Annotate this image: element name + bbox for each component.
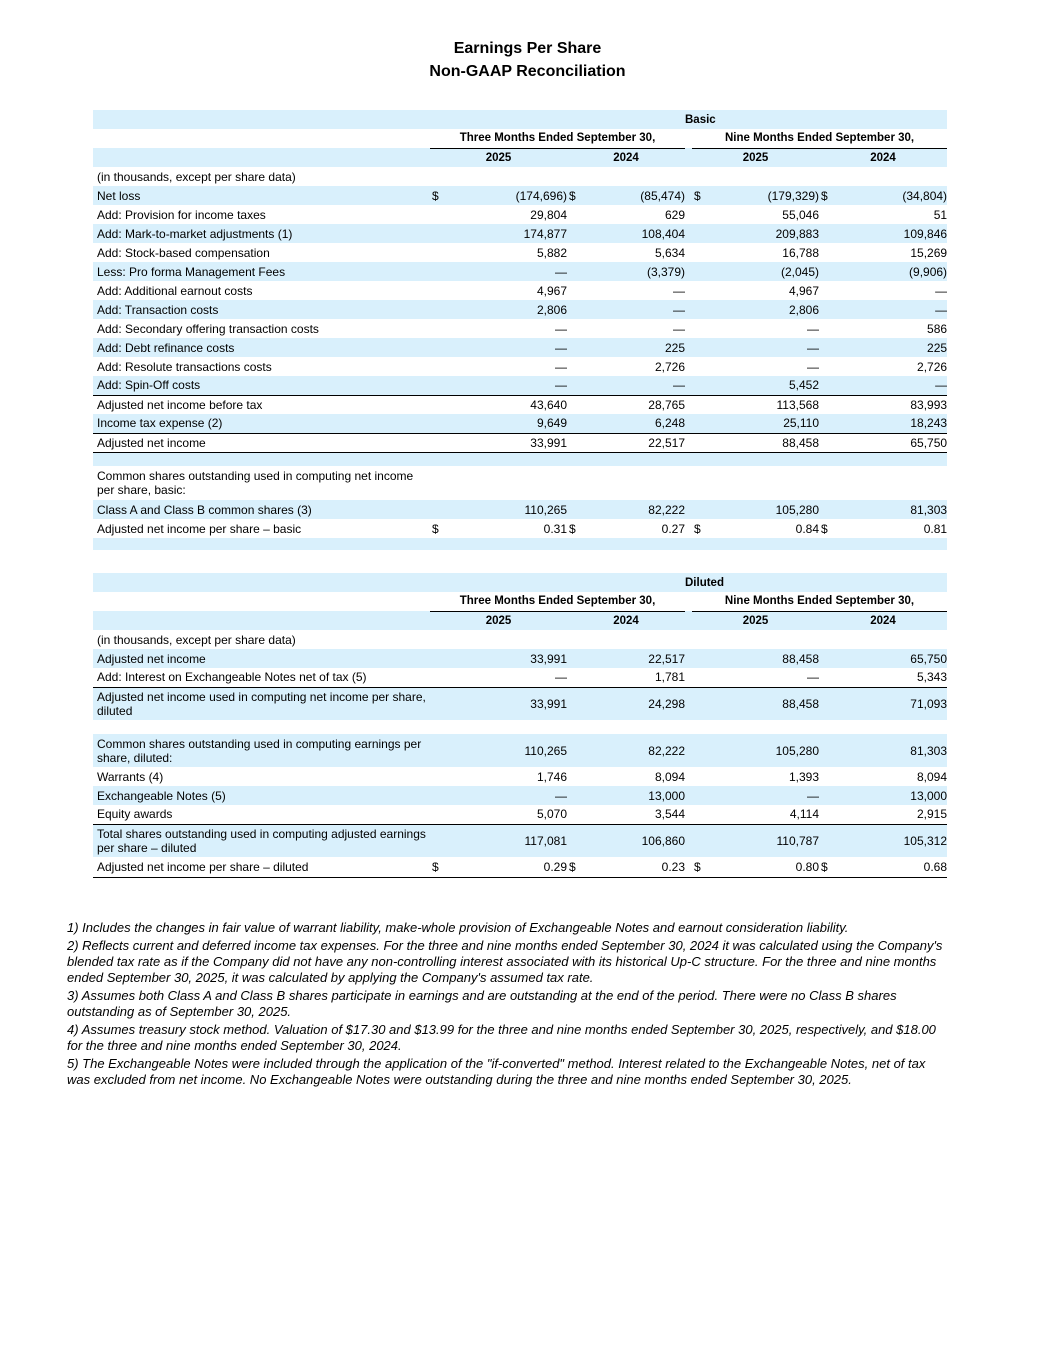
cell-value: 0.68 — [845, 857, 947, 877]
cell-value: 33,991 — [456, 687, 567, 720]
section-label: Diluted — [685, 573, 947, 592]
table-row — [93, 224, 947, 243]
year-header: 2024 — [567, 148, 685, 167]
cell-value: 0.84 — [718, 519, 819, 538]
currency-symbol: $ — [430, 519, 456, 538]
row-label: Adjusted net income per share – basic — [93, 519, 430, 538]
cell-value: — — [718, 319, 819, 338]
cell-value: 105,280 — [718, 500, 819, 519]
year-header: 2025 — [692, 148, 819, 167]
table-row — [93, 243, 947, 262]
cell-value: — — [718, 338, 819, 357]
cell-value: 110,787 — [718, 824, 819, 857]
row-label: Total shares outstanding used in computing adjusted earnings per share – diluted — [93, 824, 430, 857]
footnote-4: 4) Assumes treasury stock method. Valuation of $17.30 and $13.99 for the three and nine months ended September 30, 2025, respectively, and $18.00 for the three and nine months ended September 30, 2024. — [67, 1022, 936, 1053]
units-note-row — [93, 167, 947, 186]
cell-value: 0.81 — [845, 519, 947, 538]
cell-value: 15,269 — [845, 243, 947, 262]
table-row — [93, 500, 947, 519]
cell-value: 2,726 — [845, 357, 947, 376]
cell-value: — — [845, 300, 947, 319]
cell-value: 110,265 — [456, 734, 567, 767]
cell-value: 81,303 — [845, 734, 947, 767]
cell-value: 33,991 — [456, 433, 567, 452]
cell-value: (2,045) — [718, 262, 819, 281]
year-header: 2024 — [567, 611, 685, 630]
cell-value: 4,967 — [718, 281, 819, 300]
table-row — [93, 338, 947, 357]
footnote-3: 3) Assumes both Class A and Class B shares participate in earnings and are outstanding at the end of the period. There were no Class B shares outstanding as of September 30, 2025. — [67, 988, 897, 1019]
cell-value: 88,458 — [718, 649, 819, 668]
cell-value: 2,806 — [718, 300, 819, 319]
cell-value: 108,404 — [589, 224, 685, 243]
row-label: Adjusted net income before tax — [93, 395, 430, 414]
table-row — [93, 649, 947, 668]
cell-value: 5,452 — [718, 376, 819, 395]
period-header-row — [93, 129, 947, 148]
currency-symbol: $ — [819, 519, 845, 538]
row-label: Add: Debt refinance costs — [93, 338, 430, 357]
year-header-row — [93, 611, 947, 630]
cell-value: 82,222 — [589, 500, 685, 519]
period-nine-months: Nine Months Ended September 30, — [692, 592, 947, 611]
basic-table — [93, 110, 947, 550]
table-row — [93, 186, 947, 205]
cell-value: 16,788 — [718, 243, 819, 262]
cell-value: 0.27 — [589, 519, 685, 538]
table-row — [93, 414, 947, 433]
table-row — [93, 786, 947, 805]
table-row — [93, 376, 947, 395]
cell-value: 6,248 — [589, 414, 685, 433]
year-header-row — [93, 148, 947, 167]
cell-value: 110,265 — [456, 500, 567, 519]
cell-value: 51 — [845, 205, 947, 224]
spacer-row — [93, 720, 947, 734]
currency-symbol: $ — [692, 519, 718, 538]
units-note: (in thousands, except per share data) — [93, 630, 947, 649]
cell-value: 5,343 — [845, 668, 947, 687]
row-label: Add: Spin-Off costs — [93, 376, 430, 395]
cell-value: 33,991 — [456, 649, 567, 668]
table-row — [93, 319, 947, 338]
row-label: Equity awards — [93, 805, 430, 824]
cell-value: 113,568 — [718, 395, 819, 414]
row-label: Net loss — [93, 186, 430, 205]
cell-value: 174,877 — [456, 224, 567, 243]
section-header-row — [93, 573, 947, 592]
page-title: Earnings Per Share — [453, 40, 602, 57]
cell-value: 4,967 — [456, 281, 567, 300]
year-header: 2024 — [819, 148, 947, 167]
table-row — [93, 687, 947, 720]
units-note-row — [93, 630, 947, 649]
cell-value: 9,649 — [456, 414, 567, 433]
cell-value: (179,329) — [718, 186, 819, 205]
currency-symbol: $ — [819, 186, 845, 205]
cell-value: 2,806 — [456, 300, 567, 319]
cell-value: 81,303 — [845, 500, 947, 519]
cell-value: — — [456, 376, 567, 395]
table-row — [93, 805, 947, 824]
cell-value: — — [718, 357, 819, 376]
table-row — [93, 767, 947, 786]
currency-symbol: $ — [692, 186, 718, 205]
table-row — [93, 357, 947, 376]
year-header: 2024 — [819, 611, 947, 630]
row-label: Add: Provision for income taxes — [93, 205, 430, 224]
table-row — [93, 205, 947, 224]
cell-value: (34,804) — [845, 186, 947, 205]
row-label: Add: Stock-based compensation — [93, 243, 430, 262]
row-label: Add: Resolute transactions costs — [93, 357, 430, 376]
cell-value: — — [456, 786, 567, 805]
cell-value: 88,458 — [718, 687, 819, 720]
currency-symbol: $ — [430, 857, 456, 877]
cell-value: — — [589, 319, 685, 338]
cell-value: 2,915 — [845, 805, 947, 824]
cell-value: 22,517 — [589, 433, 685, 452]
cell-value: — — [718, 668, 819, 687]
cell-value: 0.31 — [456, 519, 567, 538]
cell-value: 5,070 — [456, 805, 567, 824]
cell-value: — — [845, 376, 947, 395]
cell-value: 25,110 — [718, 414, 819, 433]
currency-symbol: $ — [819, 857, 845, 877]
table-row — [93, 519, 947, 538]
row-label: Add: Mark-to-market adjustments (1) — [93, 224, 430, 243]
cell-value: 29,804 — [456, 205, 567, 224]
cell-value: 5,634 — [589, 243, 685, 262]
cell-value: 1,781 — [589, 668, 685, 687]
cell-value: 117,081 — [456, 824, 567, 857]
currency-symbol: $ — [567, 186, 589, 205]
cell-value: 1,393 — [718, 767, 819, 786]
row-label: Warrants (4) — [93, 767, 430, 786]
cell-value: — — [589, 281, 685, 300]
cell-value: 65,750 — [845, 433, 947, 452]
shares-heading: Common shares outstanding used in computing net income per share, basic: — [93, 466, 430, 500]
cell-value: — — [589, 376, 685, 395]
cell-value: (85,474) — [589, 186, 685, 205]
cell-value: — — [456, 319, 567, 338]
section-label: Basic — [685, 110, 947, 129]
table-row — [93, 300, 947, 319]
period-three-months: Three Months Ended September 30, — [430, 129, 685, 148]
cell-value: 4,114 — [718, 805, 819, 824]
cell-value: 629 — [589, 205, 685, 224]
row-label: Exchangeable Notes (5) — [93, 786, 430, 805]
cell-value: 71,093 — [845, 687, 947, 720]
cell-value: 13,000 — [845, 786, 947, 805]
row-label: Common shares outstanding used in computing earnings per share, diluted: — [93, 734, 430, 767]
row-label: Adjusted net income used in computing net income per share, diluted — [93, 687, 430, 720]
period-nine-months: Nine Months Ended September 30, — [692, 129, 947, 148]
period-three-months: Three Months Ended September 30, — [430, 592, 685, 611]
cell-value: 18,243 — [845, 414, 947, 433]
row-label: Adjusted net income — [93, 433, 430, 452]
cell-value: — — [456, 262, 567, 281]
cell-value: — — [718, 786, 819, 805]
row-label: Adjusted net income per share – diluted — [93, 857, 430, 877]
table-row — [93, 262, 947, 281]
cell-value: 8,094 — [845, 767, 947, 786]
cell-value: 1,746 — [456, 767, 567, 786]
row-label: Less: Pro forma Management Fees — [93, 262, 430, 281]
row-label: Income tax expense (2) — [93, 414, 430, 433]
spacer-row — [93, 452, 947, 466]
currency-symbol: $ — [430, 186, 456, 205]
cell-value: — — [456, 668, 567, 687]
table-row — [93, 433, 947, 452]
units-note: (in thousands, except per share data) — [93, 167, 947, 186]
cell-value: — — [845, 281, 947, 300]
cell-value: (3,379) — [589, 262, 685, 281]
cell-value: 24,298 — [589, 687, 685, 720]
cell-value: 65,750 — [845, 649, 947, 668]
cell-value: — — [456, 357, 567, 376]
footnote-5: 5) The Exchangeable Notes were included through the application of the "if-converted" method. Interest related to the Exchangeable Notes, net of tax was excluded from net income. No Exchangeable Notes were outstanding during the three and nine months ended September 30, 2025. — [67, 1056, 926, 1087]
table-row — [93, 395, 947, 414]
row-label: Add: Secondary offering transaction costs — [93, 319, 430, 338]
table-row — [93, 281, 947, 300]
cell-value: — — [589, 300, 685, 319]
shares-heading-row — [93, 466, 947, 500]
table-row — [93, 734, 947, 767]
cell-value: 0.80 — [718, 857, 819, 877]
row-label: Adjusted net income — [93, 649, 430, 668]
footnote-2: 2) Reflects current and deferred income tax expenses. For the three and nine months ended September 30, 2024 it was calculated using the Company's blended tax rate as if the Company did not have any non-controlling interest associated with its historical Up-C structure. For the three and nine months ended September 30, 2025, it was calculated by applying the Company's assumed tax rate. — [67, 938, 943, 985]
cell-value: 55,046 — [718, 205, 819, 224]
cell-value: 225 — [589, 338, 685, 357]
page-subtitle: Non-GAAP Reconciliation — [429, 63, 626, 80]
cell-value: 82,222 — [589, 734, 685, 767]
cell-value: 3,544 — [589, 805, 685, 824]
cell-value: 28,765 — [589, 395, 685, 414]
cell-value: 105,312 — [845, 824, 947, 857]
footnotes — [67, 920, 947, 1090]
cell-value: 225 — [845, 338, 947, 357]
row-label: Add: Interest on Exchangeable Notes net of tax (5) — [93, 668, 430, 687]
cell-value: 43,640 — [456, 395, 567, 414]
row-label: Add: Transaction costs — [93, 300, 430, 319]
currency-symbol: $ — [692, 857, 718, 877]
cell-value: 2,726 — [589, 357, 685, 376]
row-label: Add: Additional earnout costs — [93, 281, 430, 300]
spacer-row — [93, 538, 947, 550]
cell-value: 0.29 — [456, 857, 567, 877]
cell-value: — — [456, 338, 567, 357]
cell-value: 13,000 — [589, 786, 685, 805]
cell-value: (174,696) — [456, 186, 567, 205]
cell-value: 209,883 — [718, 224, 819, 243]
year-header: 2025 — [692, 611, 819, 630]
cell-value: 105,280 — [718, 734, 819, 767]
cell-value: 109,846 — [845, 224, 947, 243]
table-row — [93, 824, 947, 857]
cell-value: 5,882 — [456, 243, 567, 262]
row-label: Class A and Class B common shares (3) — [93, 500, 430, 519]
cell-value: 83,993 — [845, 395, 947, 414]
cell-value: 8,094 — [589, 767, 685, 786]
diluted-table — [93, 573, 947, 878]
year-header: 2025 — [430, 148, 567, 167]
cell-value: 0.23 — [589, 857, 685, 877]
period-header-row — [93, 592, 947, 611]
cell-value: (9,906) — [845, 262, 947, 281]
table-row — [93, 668, 947, 687]
cell-value: 586 — [845, 319, 947, 338]
year-header: 2025 — [430, 611, 567, 630]
cell-value: 106,860 — [589, 824, 685, 857]
currency-symbol: $ — [567, 519, 589, 538]
cell-value: 88,458 — [718, 433, 819, 452]
footnote-1: 1) Includes the changes in fair value of warrant liability, make-whole provision of Exchangeable Notes and earnout consideration liability. — [67, 920, 849, 935]
cell-value: 22,517 — [589, 649, 685, 668]
table-row — [93, 857, 947, 877]
currency-symbol: $ — [567, 857, 589, 877]
section-header-row — [93, 110, 947, 129]
